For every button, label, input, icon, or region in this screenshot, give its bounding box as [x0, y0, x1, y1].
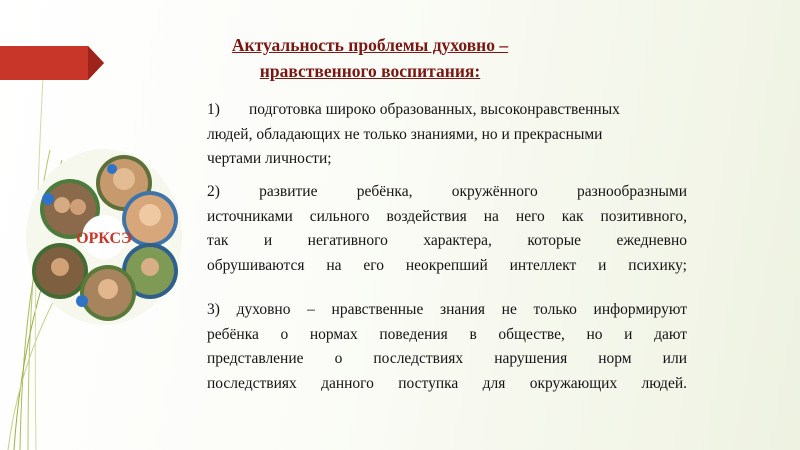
orkse-logo	[24, 147, 184, 327]
point-3-line-3: представление о последствиях нарушения норм или	[207, 350, 687, 367]
point-1	[207, 98, 687, 172]
point-1-line-3: чертами личности;	[207, 150, 332, 167]
point-3-line-2: ребёнка о нормах поведения в обществе, но и дают	[207, 325, 687, 343]
point-3	[207, 298, 687, 396]
point-2-line-1: 2) развитие ребёнка, окружённого разнообразными	[207, 183, 687, 200]
point-1-number: 1)	[207, 101, 220, 118]
point-1-line-1: подготовка широко образованных, высоконравственных	[249, 101, 620, 118]
slide-title: Актуальность проблемы духовно – нравственного воспитания:	[231, 35, 509, 81]
point-3-line-4: последствиях данного поступка для окружающих людей.	[207, 374, 687, 392]
point-3-line-1: 3) духовно – нравственные знания не только информируют	[207, 301, 687, 318]
point-1-line-2: людей, обладающих не только знаниями, но и прекрасными	[207, 125, 603, 143]
point-2	[207, 180, 687, 278]
point-2-line-2: источниками сильного воздействия на него как позитивного,	[207, 207, 687, 225]
red-arrow-tab	[0, 46, 104, 80]
point-2-line-3: так и негативного характера, которые ежедневно	[207, 232, 687, 249]
logo-text: ОРКСЭ	[76, 230, 132, 247]
point-2-line-4: обрушиваются на его неокрепший интеллект и психику;	[207, 256, 687, 274]
